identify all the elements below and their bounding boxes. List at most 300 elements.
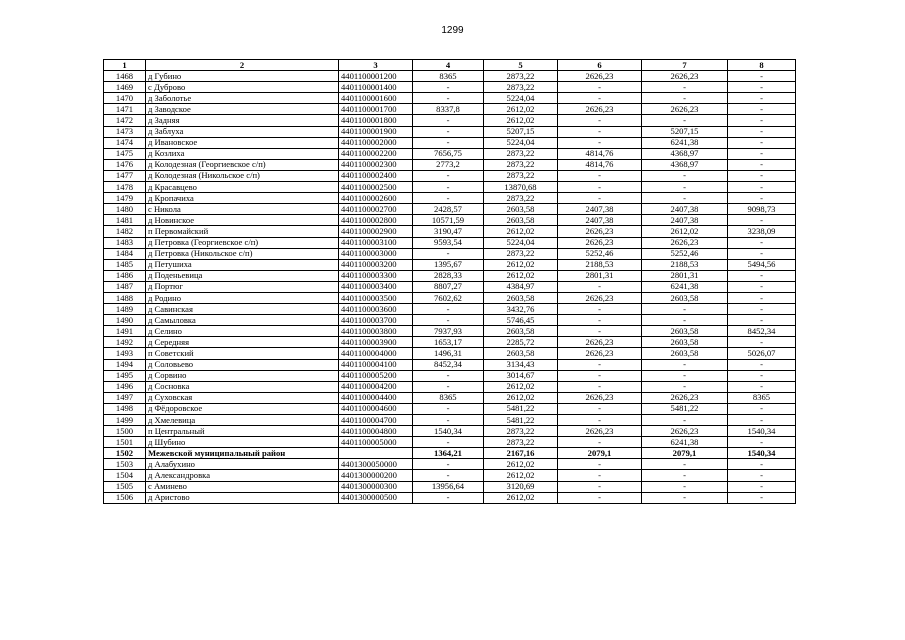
value-col-8: - (728, 304, 796, 315)
oktmo-code: 4401300050000 (339, 459, 413, 470)
value-col-5: 5481,22 (484, 415, 558, 426)
value-col-6: - (558, 315, 642, 326)
settlement-name: д Петровка (Никольское с/п) (146, 248, 339, 259)
value-col-4: 8452,34 (413, 359, 484, 370)
value-col-6: 2407,38 (558, 215, 642, 226)
table-row (104, 381, 796, 392)
oktmo-code: 4401300000500 (339, 492, 413, 503)
settlement-name: д Заболотье (146, 93, 339, 104)
row-number: 1504 (104, 470, 146, 481)
value-col-4: 7937,93 (413, 326, 484, 337)
value-col-6: - (558, 82, 642, 93)
value-col-4: - (413, 381, 484, 392)
settlement-name: д Фёдоровское (146, 403, 339, 414)
row-number: 1491 (104, 326, 146, 337)
table-row (104, 326, 796, 337)
table-row (104, 459, 796, 470)
value-col-6: 2626,23 (558, 392, 642, 403)
row-number: 1486 (104, 270, 146, 281)
table-row (104, 170, 796, 181)
value-col-5: 3120,69 (484, 481, 558, 492)
value-col-4: 8365 (413, 71, 484, 82)
value-col-5: 2612,02 (484, 259, 558, 270)
value-col-8: - (728, 170, 796, 181)
value-col-7: - (642, 193, 728, 204)
value-col-8: - (728, 370, 796, 381)
value-col-7: - (642, 359, 728, 370)
row-number: 1483 (104, 237, 146, 248)
row-number: 1475 (104, 148, 146, 159)
table-row (104, 204, 796, 215)
settlement-name: д Савинская (146, 304, 339, 315)
table-row (104, 226, 796, 237)
oktmo-code: 4401100002800 (339, 215, 413, 226)
value-col-6: - (558, 126, 642, 137)
value-col-5: 2603,58 (484, 326, 558, 337)
row-number: 1494 (104, 359, 146, 370)
column-header: 7 (642, 60, 728, 71)
value-col-6: 2407,38 (558, 204, 642, 215)
row-number: 1500 (104, 426, 146, 437)
table-row (104, 437, 796, 448)
value-col-5: 2873,22 (484, 71, 558, 82)
value-col-8: 5494,56 (728, 259, 796, 270)
value-col-8: 1540,34 (728, 426, 796, 437)
value-col-6: - (558, 481, 642, 492)
value-col-8: - (728, 381, 796, 392)
value-col-5: 3134,43 (484, 359, 558, 370)
value-col-6: - (558, 381, 642, 392)
table-row (104, 470, 796, 481)
settlement-name: д Ивановское (146, 137, 339, 148)
value-col-4: - (413, 248, 484, 259)
value-col-4: 8337,8 (413, 104, 484, 115)
value-col-5: 2873,22 (484, 170, 558, 181)
oktmo-code: 4401100004800 (339, 426, 413, 437)
row-number: 1481 (104, 215, 146, 226)
oktmo-code: 4401300000200 (339, 470, 413, 481)
row-number: 1469 (104, 82, 146, 93)
value-col-5: 4384,97 (484, 281, 558, 292)
value-col-4: 1653,17 (413, 337, 484, 348)
value-col-4: - (413, 403, 484, 414)
value-col-5: 2612,02 (484, 470, 558, 481)
value-col-7: - (642, 115, 728, 126)
value-col-6: - (558, 459, 642, 470)
row-number: 1470 (104, 93, 146, 104)
row-number: 1499 (104, 415, 146, 426)
oktmo-code: 4401100004700 (339, 415, 413, 426)
value-col-8: - (728, 82, 796, 93)
value-col-6: 2626,23 (558, 71, 642, 82)
table-row (104, 115, 796, 126)
value-col-5: 2612,02 (484, 226, 558, 237)
table-row-district-total (104, 448, 796, 459)
oktmo-code: 4401100001800 (339, 115, 413, 126)
value-col-8: - (728, 148, 796, 159)
table-row (104, 71, 796, 82)
column-header: 4 (413, 60, 484, 71)
value-col-8: - (728, 437, 796, 448)
table-row (104, 348, 796, 359)
value-col-4: 1364,21 (413, 448, 484, 459)
value-col-7: - (642, 304, 728, 315)
table-row (104, 304, 796, 315)
table-row (104, 159, 796, 170)
settlement-name: д Сорвино (146, 370, 339, 381)
row-number: 1478 (104, 182, 146, 193)
settlement-name: д Алабухино (146, 459, 339, 470)
value-col-8: - (728, 93, 796, 104)
value-col-5: 2612,02 (484, 104, 558, 115)
row-number: 1473 (104, 126, 146, 137)
row-number: 1472 (104, 115, 146, 126)
settlement-name: д Аристово (146, 492, 339, 503)
settlement-name: д Колодезная (Никольское с/п) (146, 170, 339, 181)
oktmo-code: 4401100005000 (339, 437, 413, 448)
settlement-name: с Никола (146, 204, 339, 215)
value-col-4: 13956,64 (413, 481, 484, 492)
settlement-name: д Заблуха (146, 126, 339, 137)
table-row (104, 259, 796, 270)
value-col-6: - (558, 415, 642, 426)
value-col-7: 2612,02 (642, 226, 728, 237)
value-col-8: - (728, 248, 796, 259)
value-col-5: 2873,22 (484, 159, 558, 170)
value-col-8: - (728, 115, 796, 126)
value-col-4: - (413, 415, 484, 426)
value-col-5: 2603,58 (484, 348, 558, 359)
table-row (104, 237, 796, 248)
settlement-name: п Советский (146, 348, 339, 359)
settlement-name: д Селино (146, 326, 339, 337)
oktmo-code: 4401100004000 (339, 348, 413, 359)
value-col-4: - (413, 492, 484, 503)
value-col-8: - (728, 415, 796, 426)
oktmo-code: 4401100002000 (339, 137, 413, 148)
value-col-8: - (728, 159, 796, 170)
settlement-name: д Александровка (146, 470, 339, 481)
value-col-7: - (642, 82, 728, 93)
value-col-4: - (413, 470, 484, 481)
value-col-8: - (728, 237, 796, 248)
value-col-4: - (413, 370, 484, 381)
value-col-7: 2626,23 (642, 104, 728, 115)
value-col-8: - (728, 270, 796, 281)
table-row (104, 148, 796, 159)
table-row (104, 93, 796, 104)
value-col-6: - (558, 359, 642, 370)
oktmo-code: 4401100001700 (339, 104, 413, 115)
row-number: 1490 (104, 315, 146, 326)
value-col-7: 2626,23 (642, 71, 728, 82)
settlement-name: д Заводское (146, 104, 339, 115)
value-col-6: - (558, 115, 642, 126)
oktmo-code: 4401100003600 (339, 304, 413, 315)
row-number: 1477 (104, 170, 146, 181)
table-row (104, 370, 796, 381)
oktmo-code: 4401100002900 (339, 226, 413, 237)
value-col-4: - (413, 126, 484, 137)
value-col-8: - (728, 126, 796, 137)
value-col-4: - (413, 82, 484, 93)
table-row (104, 248, 796, 259)
value-col-8: - (728, 292, 796, 303)
table-row (104, 182, 796, 193)
value-col-6: - (558, 93, 642, 104)
settlement-name: д Губино (146, 71, 339, 82)
value-col-8: - (728, 492, 796, 503)
value-col-6: 2626,23 (558, 292, 642, 303)
value-col-4: 1540,34 (413, 426, 484, 437)
row-number: 1482 (104, 226, 146, 237)
value-col-8: - (728, 71, 796, 82)
oktmo-code: 4401100002700 (339, 204, 413, 215)
value-col-7: 5207,15 (642, 126, 728, 137)
value-col-7: 4368,97 (642, 159, 728, 170)
value-col-7: - (642, 370, 728, 381)
row-number: 1501 (104, 437, 146, 448)
value-col-5: 5207,15 (484, 126, 558, 137)
oktmo-code: 4401100001400 (339, 82, 413, 93)
value-col-6: 5252,46 (558, 248, 642, 259)
value-col-8: 1540,34 (728, 448, 796, 459)
settlement-name: п Первомайский (146, 226, 339, 237)
value-col-7: 5252,46 (642, 248, 728, 259)
row-number: 1474 (104, 137, 146, 148)
oktmo-code: 4401100003400 (339, 281, 413, 292)
settlement-name: д Середняя (146, 337, 339, 348)
value-col-7: - (642, 415, 728, 426)
value-col-7: 2801,31 (642, 270, 728, 281)
settlement-name: д Самыловка (146, 315, 339, 326)
row-number: 1479 (104, 193, 146, 204)
table-row (104, 392, 796, 403)
value-col-5: 5746,45 (484, 315, 558, 326)
value-col-6: 2626,23 (558, 104, 642, 115)
table-header-row (104, 60, 796, 71)
value-col-5: 2873,22 (484, 437, 558, 448)
value-col-8: - (728, 481, 796, 492)
value-col-8: - (728, 215, 796, 226)
value-col-5: 5224,04 (484, 137, 558, 148)
value-col-8: - (728, 104, 796, 115)
value-col-6: 2626,23 (558, 348, 642, 359)
row-number: 1502 (104, 448, 146, 459)
value-col-6: 2626,23 (558, 226, 642, 237)
value-col-4: 7602,62 (413, 292, 484, 303)
table-row (104, 82, 796, 93)
value-col-6: - (558, 470, 642, 481)
value-col-6: - (558, 304, 642, 315)
value-col-4: - (413, 315, 484, 326)
oktmo-code: 4401100002600 (339, 193, 413, 204)
settlement-name: д Соловьево (146, 359, 339, 370)
value-col-6: - (558, 170, 642, 181)
row-number: 1476 (104, 159, 146, 170)
value-col-8: - (728, 182, 796, 193)
value-col-5: 2612,02 (484, 492, 558, 503)
row-number: 1485 (104, 259, 146, 270)
row-number: 1492 (104, 337, 146, 348)
settlement-name: п Центральный (146, 426, 339, 437)
value-col-4: - (413, 459, 484, 470)
value-col-4: 1395,67 (413, 259, 484, 270)
value-col-8: 8452,34 (728, 326, 796, 337)
settlement-name: с Дуброво (146, 82, 339, 93)
value-col-8: - (728, 470, 796, 481)
settlement-name: д Портюг (146, 281, 339, 292)
column-header: 1 (104, 60, 146, 71)
value-col-6: - (558, 437, 642, 448)
oktmo-code: 4401100003100 (339, 237, 413, 248)
value-col-7: 2603,58 (642, 326, 728, 337)
settlement-name: д Суховская (146, 392, 339, 403)
oktmo-code: 4401100004600 (339, 403, 413, 414)
value-col-8: - (728, 359, 796, 370)
value-col-4: - (413, 137, 484, 148)
oktmo-code: 4401100001900 (339, 126, 413, 137)
value-col-7: 2626,23 (642, 237, 728, 248)
value-col-5: 2873,22 (484, 426, 558, 437)
value-col-7: 2407,38 (642, 215, 728, 226)
column-header: 6 (558, 60, 642, 71)
value-col-6: 2626,23 (558, 426, 642, 437)
value-col-5: 2612,02 (484, 392, 558, 403)
value-col-7: - (642, 470, 728, 481)
value-col-5: 2167,16 (484, 448, 558, 459)
table-row (104, 337, 796, 348)
value-col-8: 3238,09 (728, 226, 796, 237)
value-col-5: 5481,22 (484, 403, 558, 414)
value-col-5: 2612,02 (484, 459, 558, 470)
value-col-5: 2873,22 (484, 82, 558, 93)
table-row (104, 126, 796, 137)
value-col-5: 2612,02 (484, 381, 558, 392)
value-col-5: 2603,58 (484, 204, 558, 215)
value-col-4: - (413, 182, 484, 193)
value-col-6: 2079,1 (558, 448, 642, 459)
settlement-name: д Родино (146, 292, 339, 303)
row-number: 1471 (104, 104, 146, 115)
table-row (104, 193, 796, 204)
table-row (104, 492, 796, 503)
value-col-4: 10571,59 (413, 215, 484, 226)
value-col-4: - (413, 115, 484, 126)
value-col-7: 6241,38 (642, 137, 728, 148)
value-col-7: 2407,38 (642, 204, 728, 215)
oktmo-code: 4401100004100 (339, 359, 413, 370)
oktmo-code: 4401300000300 (339, 481, 413, 492)
oktmo-code: 4401100003700 (339, 315, 413, 326)
value-col-7: 4368,97 (642, 148, 728, 159)
value-col-6: 2626,23 (558, 237, 642, 248)
value-col-7: - (642, 315, 728, 326)
oktmo-code: 4401100005200 (339, 370, 413, 381)
value-col-8: - (728, 459, 796, 470)
oktmo-code: 4401100003000 (339, 248, 413, 259)
value-col-5: 2873,22 (484, 193, 558, 204)
value-col-7: 6241,38 (642, 437, 728, 448)
value-col-7: 2188,53 (642, 259, 728, 270)
value-col-7: 6241,38 (642, 281, 728, 292)
value-col-7: - (642, 93, 728, 104)
value-col-8: 9098,73 (728, 204, 796, 215)
table-row (104, 137, 796, 148)
settlement-name: д Кропачиха (146, 193, 339, 204)
value-col-6: 4814,76 (558, 148, 642, 159)
value-col-8: - (728, 403, 796, 414)
settlement-name: д Поденьевица (146, 270, 339, 281)
value-col-4: 7656,75 (413, 148, 484, 159)
value-col-8: 8365 (728, 392, 796, 403)
oktmo-code: 4401100002300 (339, 159, 413, 170)
value-col-7: - (642, 459, 728, 470)
settlement-name: д Новинское (146, 215, 339, 226)
row-number: 1480 (104, 204, 146, 215)
settlement-name: с Аминево (146, 481, 339, 492)
row-number: 1487 (104, 281, 146, 292)
value-col-7: - (642, 182, 728, 193)
value-col-5: 3432,76 (484, 304, 558, 315)
row-number: 1496 (104, 381, 146, 392)
value-col-7: 2603,58 (642, 337, 728, 348)
value-col-4: - (413, 170, 484, 181)
value-col-4: - (413, 437, 484, 448)
table-row (104, 359, 796, 370)
page-number: 1299 (441, 25, 464, 36)
value-col-6: 4814,76 (558, 159, 642, 170)
table-row (104, 315, 796, 326)
value-col-8: - (728, 193, 796, 204)
row-number: 1503 (104, 459, 146, 470)
value-col-5: 2873,22 (484, 148, 558, 159)
column-header: 8 (728, 60, 796, 71)
table-row (104, 403, 796, 414)
value-col-6: - (558, 137, 642, 148)
value-col-5: 3014,67 (484, 370, 558, 381)
table-row (104, 215, 796, 226)
row-number: 1468 (104, 71, 146, 82)
row-number: 1505 (104, 481, 146, 492)
oktmo-code (339, 448, 413, 459)
value-col-7: - (642, 481, 728, 492)
value-col-7: 2603,58 (642, 292, 728, 303)
settlement-name: д Красавцево (146, 182, 339, 193)
value-col-6: - (558, 326, 642, 337)
value-col-6: - (558, 193, 642, 204)
value-col-7: 2626,23 (642, 392, 728, 403)
value-col-8: - (728, 281, 796, 292)
oktmo-code: 4401100001600 (339, 93, 413, 104)
oktmo-code: 4401100004200 (339, 381, 413, 392)
row-number: 1506 (104, 492, 146, 503)
settlement-name: д Петровка (Георгиевское с/п) (146, 237, 339, 248)
value-col-4: 2828,33 (413, 270, 484, 281)
oktmo-code: 4401100003900 (339, 337, 413, 348)
table-row (104, 426, 796, 437)
oktmo-code: 4401100003800 (339, 326, 413, 337)
oktmo-code: 4401100004400 (339, 392, 413, 403)
table-row (104, 481, 796, 492)
value-col-6: - (558, 182, 642, 193)
data-table (103, 59, 796, 504)
settlement-name: д Задняя (146, 115, 339, 126)
value-col-6: 2188,53 (558, 259, 642, 270)
settlement-name: д Козлиха (146, 148, 339, 159)
value-col-4: 2428,57 (413, 204, 484, 215)
value-col-6: 2626,23 (558, 337, 642, 348)
